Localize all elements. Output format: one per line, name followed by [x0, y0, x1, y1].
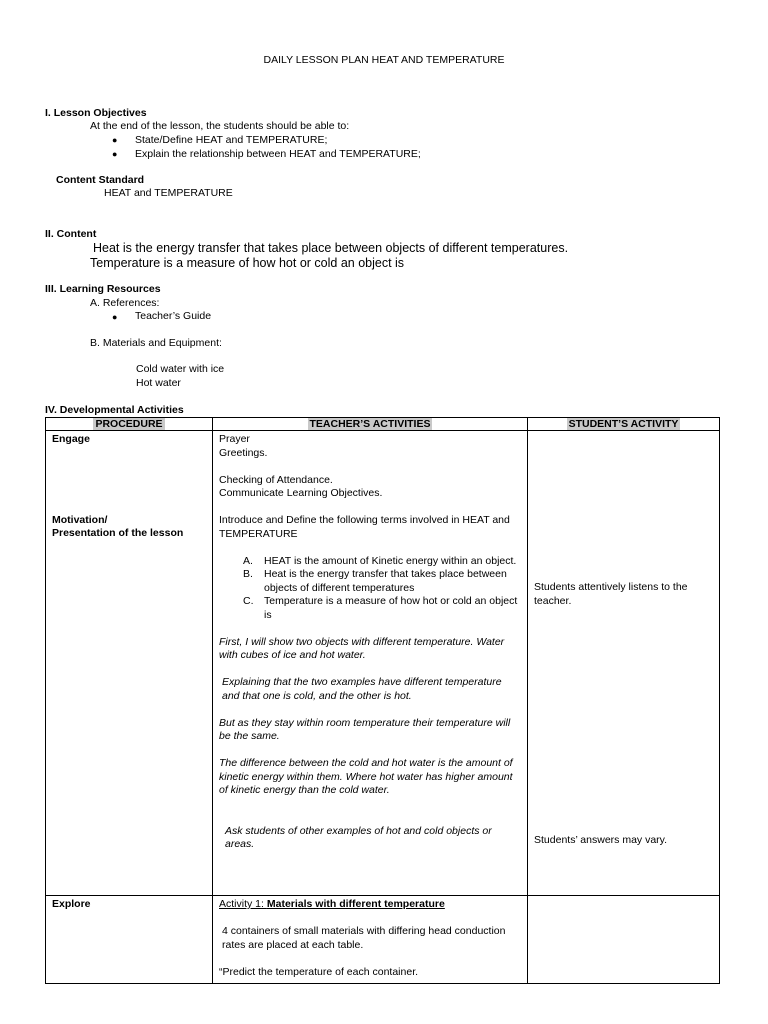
table-row: [46, 431, 720, 896]
teacher-intro: Introduce and Define the following terms involved in HEAT and TEMPERATURE: [219, 514, 510, 540]
objectives-intro: At the end of the lesson, the students should be able to:: [90, 120, 350, 132]
document-title: DAILY LESSON PLAN HEAT AND TEMPERATURE: [263, 54, 505, 66]
teacher-line: Communicate Learning Objectives.: [219, 487, 383, 499]
teacher-activities-cell: [213, 431, 528, 896]
objective-item: Explain the relationship between HEAT and TEMPERATURE;: [135, 148, 421, 160]
explore-teacher-cell: [213, 896, 528, 984]
resources-heading: III. Learning Resources: [45, 283, 161, 295]
list-item: B. Heat is the energy transfer that takes place between objects of different temperatures: [243, 568, 507, 594]
explore-student-cell: [528, 896, 720, 984]
content-temperature-definition: Temperature is a measure of how hot or cold an object is: [90, 256, 405, 270]
objective-item: State/Define HEAT and TEMPERATURE;: [135, 134, 328, 146]
content-standard-value: HEAT and TEMPERATURE: [104, 187, 233, 199]
teacher-paragraph: 4 containers of small materials with differing head conduction rates are placed at each table.: [222, 925, 506, 951]
activities-table: [45, 417, 720, 984]
teacher-paragraph: Ask students of other examples of hot and cold objects or areas.: [225, 824, 492, 850]
bullet-icon: ●: [112, 135, 118, 145]
student-response: Students attentively listens to the teacher.: [534, 581, 688, 607]
teacher-paragraph: “Predict the temperature of each container.: [219, 965, 419, 978]
column-header: PROCEDURE: [46, 418, 213, 431]
content-standard-label: Content Standard: [56, 174, 145, 186]
content-heat-definition: Heat is the energy transfer that takes place between objects of different temperatures.: [93, 241, 569, 255]
bullet-icon: ●: [112, 312, 118, 322]
objectives-heading: I. Lesson Objectives: [45, 107, 147, 119]
activity-title: Activity 1: Materials with different temperature: [219, 898, 445, 910]
material-item: Hot water: [136, 377, 181, 389]
list-item: A. HEAT is the amount of Kinetic energy within an object.: [243, 554, 517, 567]
references-label: A. References:: [90, 297, 160, 309]
teacher-paragraph: First, I will show two objects with different temperature. Water with cubes of ice and hot water.: [219, 635, 505, 661]
column-header: STUDENT’S ACTIVITY: [528, 418, 720, 431]
procedure-cell: [46, 431, 213, 896]
teacher-paragraph: Explaining that the two examples have different temperature and that one is cold, and the other is hot.: [222, 676, 502, 702]
table-row: [46, 896, 720, 984]
teacher-line: Prayer: [219, 433, 250, 445]
procedure-presentation: Presentation of the lesson: [52, 527, 184, 539]
student-response: Students’ answers may vary.: [534, 834, 668, 846]
procedure-engage: Engage: [52, 433, 90, 445]
teacher-line: Greetings.: [219, 446, 268, 459]
bullet-icon: ●: [112, 149, 118, 159]
teacher-line: Checking of Attendance.: [219, 473, 333, 486]
activities-heading: IV. Developmental Activities: [45, 404, 184, 416]
list-item: C. Temperature is a measure of how hot or cold an object is: [243, 595, 518, 621]
column-header: TEACHER’S ACTIVITIES: [213, 418, 528, 431]
teacher-paragraph: But as they stay within room temperature their temperature will be the same.: [219, 716, 511, 742]
terms-list: [219, 555, 521, 623]
teacher-paragraph: The difference between the cold and hot water is the amount of kinetic energy within them. Where hot water has higher amount of kinetic energy than the cold water.: [219, 757, 513, 796]
reference-item: Teacher’s Guide: [135, 310, 212, 322]
table-header-row: [46, 418, 720, 431]
student-activity-cell: [528, 431, 720, 896]
material-item: Cold water with ice: [136, 363, 225, 375]
procedure-explore: Explore: [46, 896, 213, 984]
content-heading: II. Content: [45, 228, 97, 240]
materials-label: B. Materials and Equipment:: [90, 337, 222, 349]
procedure-motivation: Motivation/: [52, 513, 108, 526]
